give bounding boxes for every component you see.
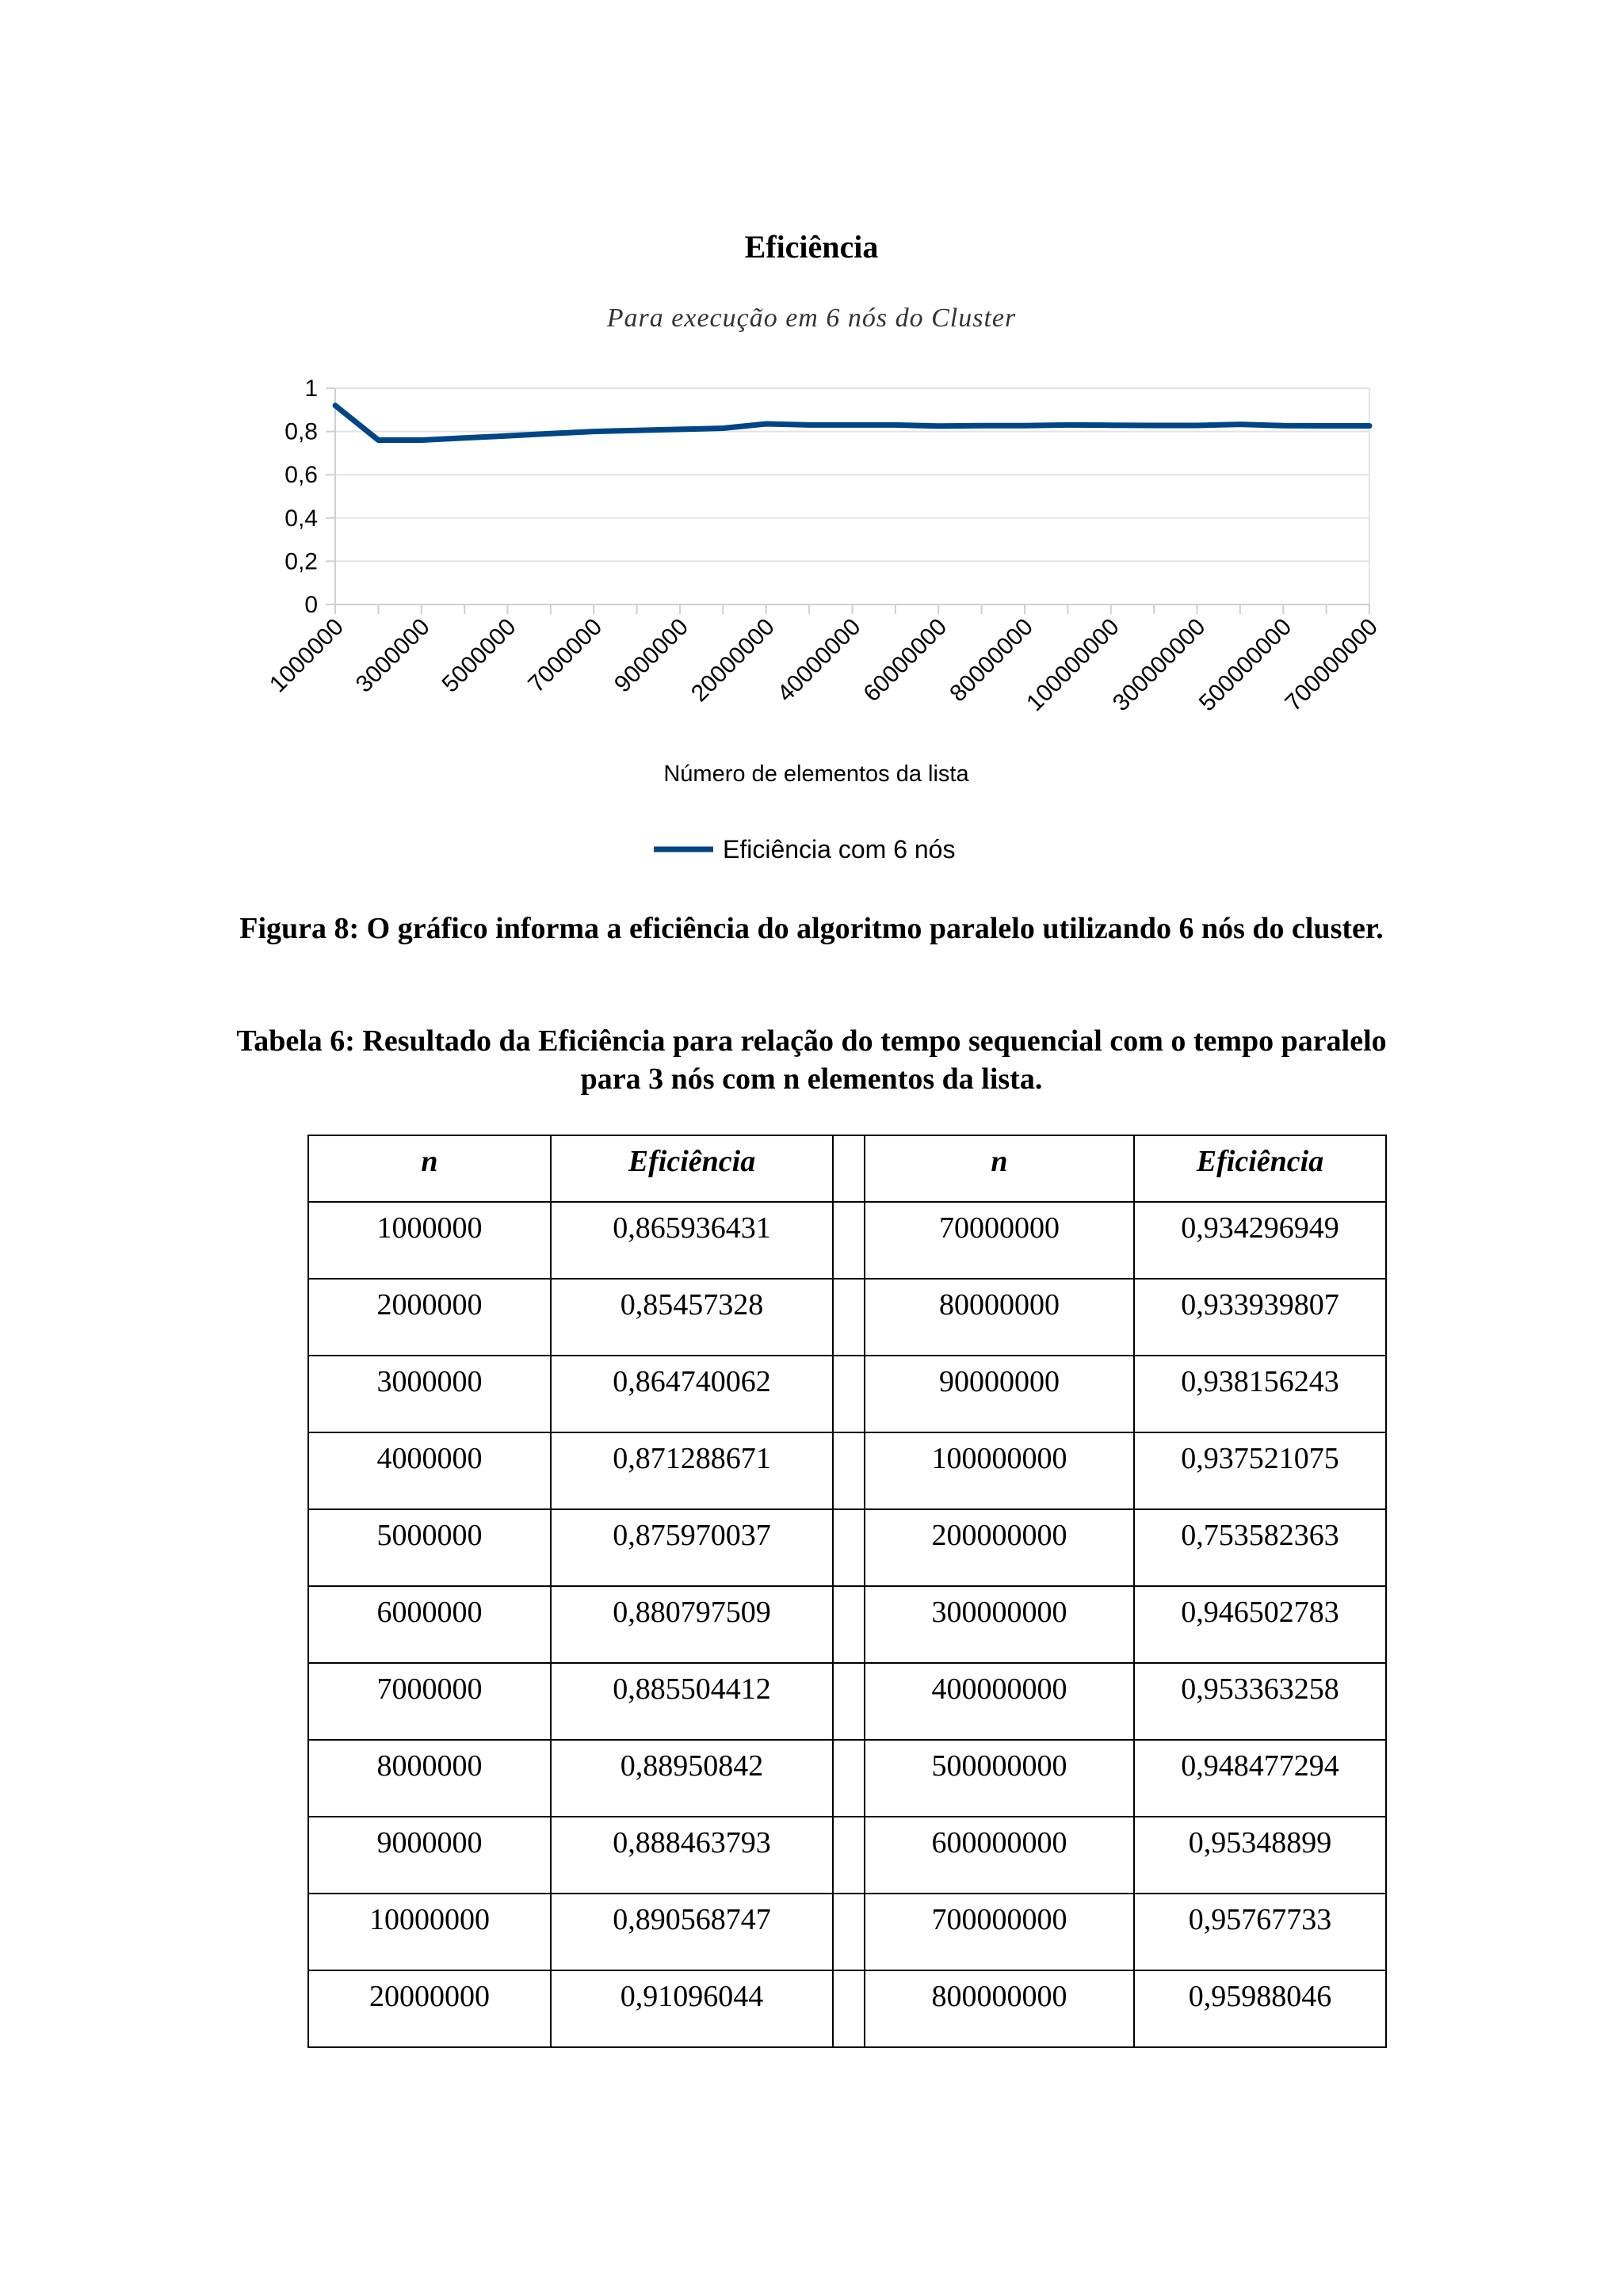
cell-spacer — [833, 1663, 865, 1740]
cell-efficiency-left: 0,865936431 — [551, 1202, 833, 1279]
cell-efficiency-left: 0,890568747 — [551, 1894, 833, 1970]
chart-subtitle: Para execução em 6 nós do Cluster — [606, 303, 1017, 333]
table-row — [308, 1970, 1386, 2047]
table-row — [308, 1356, 1386, 1432]
table-row — [308, 1586, 1386, 1663]
cell-n-right: 70000000 — [865, 1202, 1134, 1279]
header-n-right: n — [865, 1135, 1134, 1202]
data-point — [1282, 425, 1284, 426]
cell-efficiency-right: 0,933939807 — [1134, 1279, 1386, 1356]
cell-n-left: 4000000 — [308, 1432, 551, 1509]
cell-spacer — [833, 1970, 865, 2047]
cell-n-left: 8000000 — [308, 1740, 551, 1817]
x-tick-label: 700000000 — [1280, 613, 1383, 717]
data-point — [1239, 424, 1241, 425]
data-point — [981, 425, 983, 426]
cell-n-left: 5000000 — [308, 1509, 551, 1586]
cell-n-right: 80000000 — [865, 1279, 1134, 1356]
x-tick-label: 500000000 — [1193, 613, 1297, 717]
table-row — [308, 1202, 1386, 1279]
table-row — [308, 1817, 1386, 1894]
header-spacer — [833, 1135, 865, 1202]
cell-efficiency-right: 0,95988046 — [1134, 1970, 1386, 2047]
cell-efficiency-left: 0,885504412 — [551, 1663, 833, 1740]
cell-n-right: 800000000 — [865, 1970, 1134, 2047]
cell-efficiency-left: 0,85457328 — [551, 1279, 833, 1356]
cell-spacer — [833, 1432, 865, 1509]
cell-efficiency-left: 0,871288671 — [551, 1432, 833, 1509]
cell-efficiency-left: 0,880797509 — [551, 1586, 833, 1663]
data-point — [1110, 425, 1112, 426]
cell-n-left: 9000000 — [308, 1817, 551, 1894]
y-tick-label: 1 — [304, 376, 318, 402]
table-row — [308, 1509, 1386, 1586]
x-tick-label: 20000000 — [685, 613, 780, 707]
cell-efficiency-right: 0,946502783 — [1134, 1586, 1386, 1663]
cell-efficiency-right: 0,937521075 — [1134, 1432, 1386, 1509]
cell-spacer — [833, 1356, 865, 1432]
cell-n-right: 200000000 — [865, 1509, 1134, 1586]
table-row — [308, 1894, 1386, 1970]
cell-n-right: 100000000 — [865, 1432, 1134, 1509]
y-tick-label: 0,2 — [285, 548, 318, 575]
data-point — [1024, 425, 1025, 426]
cell-n-right: 700000000 — [865, 1894, 1134, 1970]
cell-n-left: 2000000 — [308, 1279, 551, 1356]
x-tick-label: 3000000 — [350, 613, 435, 698]
cell-efficiency-right: 0,953363258 — [1134, 1663, 1386, 1740]
data-point — [722, 428, 724, 429]
cell-n-left: 3000000 — [308, 1356, 551, 1432]
cell-n-left: 1000000 — [308, 1202, 551, 1279]
x-tick-label: 60000000 — [858, 613, 953, 707]
data-point — [1153, 425, 1155, 426]
table-row — [308, 1740, 1386, 1817]
legend — [654, 835, 955, 864]
cell-n-left: 20000000 — [308, 1970, 551, 2047]
cell-efficiency-right: 0,938156243 — [1134, 1356, 1386, 1432]
x-tick-label: 300000000 — [1107, 613, 1211, 717]
cell-efficiency-right: 0,948477294 — [1134, 1740, 1386, 1817]
cell-n-right: 600000000 — [865, 1817, 1134, 1894]
y-tick-label: 0,8 — [285, 418, 318, 445]
data-point — [852, 424, 854, 425]
cell-n-left: 10000000 — [308, 1894, 551, 1970]
data-point — [1197, 425, 1198, 426]
data-point — [895, 424, 896, 425]
data-point — [334, 405, 336, 406]
x-tick-label: 9000000 — [609, 613, 693, 698]
cell-efficiency-left: 0,875970037 — [551, 1509, 833, 1586]
data-point — [377, 440, 379, 441]
cell-efficiency-right: 0,95348899 — [1134, 1817, 1386, 1894]
data-point — [507, 435, 509, 437]
efficiency-chart — [0, 0, 1623, 871]
table-row — [308, 1663, 1386, 1740]
cell-n-right: 500000000 — [865, 1740, 1134, 1817]
cell-efficiency-left: 0,864740062 — [551, 1356, 833, 1432]
cell-efficiency-left: 0,88950842 — [551, 1740, 833, 1817]
table-row — [308, 1279, 1386, 1356]
figure-caption: Figura 8: O gráfico informa a eficiência do algoritmo paralelo utilizando 6 nós do cluster. — [239, 912, 1384, 945]
data-point — [766, 423, 767, 425]
header-efficiency-right: Eficiência — [1134, 1135, 1386, 1202]
data-point — [421, 440, 422, 441]
chart-title: Eficiência — [744, 229, 879, 265]
cell-n-left: 7000000 — [308, 1663, 551, 1740]
x-tick-label: 1000000 — [265, 613, 349, 698]
cell-spacer — [833, 1586, 865, 1663]
cell-spacer — [833, 1894, 865, 1970]
series-line — [335, 406, 1369, 441]
x-axis-title: Número de elementos da lista — [663, 761, 969, 787]
cell-n-right: 300000000 — [865, 1586, 1134, 1663]
x-tick-label: 7000000 — [523, 613, 608, 698]
header-efficiency-left: Eficiência — [551, 1135, 833, 1202]
x-tick-label: 5000000 — [437, 613, 521, 698]
efficiency-table — [307, 1135, 1387, 2048]
cell-spacer — [833, 1817, 865, 1894]
data-point — [1369, 425, 1370, 427]
cell-spacer — [833, 1202, 865, 1279]
cell-n-right: 400000000 — [865, 1663, 1134, 1740]
data-point — [636, 429, 638, 431]
table-row — [308, 1432, 1386, 1509]
data-point — [1326, 425, 1327, 427]
cell-spacer — [833, 1509, 865, 1586]
table-header-row — [308, 1135, 1386, 1202]
data-point — [550, 433, 552, 434]
cell-efficiency-left: 0,888463793 — [551, 1817, 833, 1894]
data-point — [808, 424, 810, 425]
data-point — [464, 437, 465, 439]
x-tick-label: 40000000 — [772, 613, 866, 707]
x-tick-label: 80000000 — [945, 613, 1038, 707]
data-point — [593, 431, 594, 433]
cell-n-left: 6000000 — [308, 1586, 551, 1663]
data-point — [938, 425, 939, 427]
table-caption: Tabela 6: Resultado da Eficiência para relação do tempo sequencial com o tempo paralelo para 3 nós com n elementos da lista. — [236, 1024, 1387, 1096]
header-n-left: n — [308, 1135, 551, 1202]
y-tick-label: 0 — [304, 592, 318, 618]
table-body — [308, 1202, 1386, 2047]
y-tick-label: 0,6 — [285, 462, 318, 489]
plot-area — [265, 376, 1383, 716]
data-point — [1067, 424, 1068, 425]
cell-n-right: 90000000 — [865, 1356, 1134, 1432]
cell-efficiency-right: 0,934296949 — [1134, 1202, 1386, 1279]
cell-spacer — [833, 1279, 865, 1356]
x-tick-label: 100000000 — [1022, 613, 1125, 717]
cell-efficiency-right: 0,95767733 — [1134, 1894, 1386, 1970]
cell-efficiency-left: 0,91096044 — [551, 1970, 833, 2047]
data-point — [679, 429, 681, 430]
legend-label: Eficiência com 6 nós — [723, 835, 956, 864]
y-tick-label: 0,4 — [285, 505, 318, 532]
cell-efficiency-right: 0,753582363 — [1134, 1509, 1386, 1586]
cell-spacer — [833, 1740, 865, 1817]
